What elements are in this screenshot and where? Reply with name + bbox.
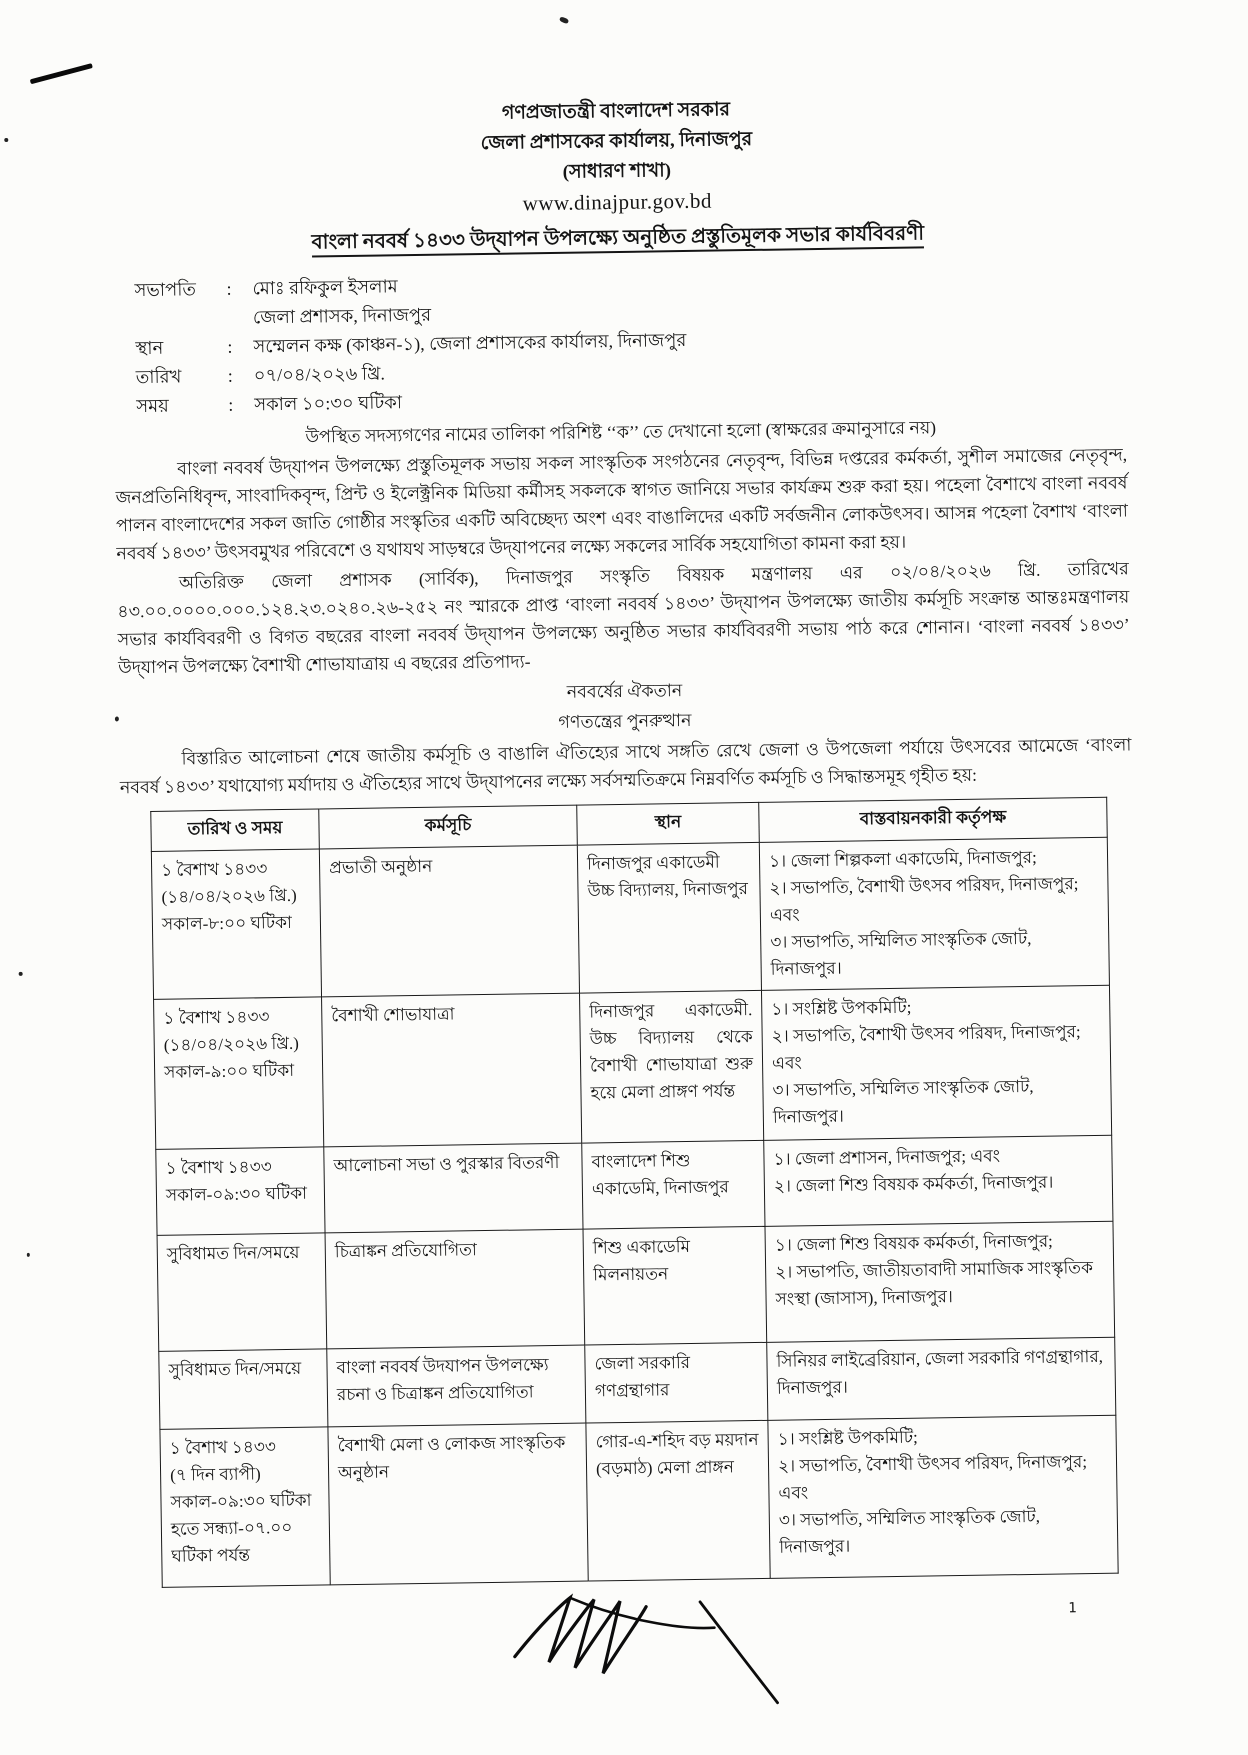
cell-datetime: ১ বৈশাখ ১৪৩৩ (৭ দিন ব্যাপী) সকাল-০৯:৩০ ঘটিকা হতে সন্ধ্যা-০৭.০০ ঘটিকা পর্যন্ত [160, 1427, 330, 1587]
meta-separator: : [227, 336, 233, 357]
table-row [160, 1415, 1118, 1587]
paragraph-decision: বিস্তারিত আলোচনা শেষে জাতীয় কর্মসূচি ও বাঙালি ঐতিহ্যের সাথে সঙ্গতি রেখে জেলা ও উপজেলা পর্যায়ে উৎসবের আমেজে ‘বাংলা নববর্ষ ১৪৩৩’ যথাযোগ্য মর্যাদায় ও ঐতিহ্যের সাথে উদ্‌যাপনের লক্ষ্যে সর্বসম্মতিক্রমে নিম্নবর্ণিত কর্মসূচি ও সিদ্ধান্তসমূহ গৃহীত হয়: [119, 734, 1132, 798]
col-header-program: কর্মসূচি [319, 805, 578, 849]
ink-speck [19, 972, 23, 976]
cell-program: বৈশাখী মেলা ও লোকজ সাংস্কৃতিক অনুষ্ঠান [328, 1423, 588, 1585]
theme-line-2: গণতন্ত্রের পুনরুত্থান [558, 709, 692, 732]
cell-datetime: ১ বৈশাখ ১৪৩৩ (১৪/০৪/২০২৬ খ্রি.) সকাল-৮:০০ ঘটিকা [151, 849, 321, 999]
meta-value: সকাল ১০:৩০ ঘটিকা [254, 392, 403, 415]
cell-authority: ১। সংশ্লিষ্ট উপকমিটি; ২। সভাপতি, বৈশাখী উৎসব পরিষদ, দিনাজপুর; এবং ৩। সভাপতি, সম্মিলিত সাংস্কৃতিক জোট, দিনাজপুর। [768, 1415, 1118, 1578]
table-row [157, 1221, 1115, 1351]
meta-separator: : [226, 278, 232, 299]
document-body [110, 89, 1144, 1588]
attendance-note: উপস্থিত সদস্যগণের নামের তালিকা পরিশিষ্ট ‘‘ক’’ তে দেখানো হলো (স্বাক্ষরের ক্রমানুসারে নয়) [305, 417, 937, 447]
cell-authority: ১। জেলা শিশু বিষয়ক কর্মকর্তা, দিনাজপুর; ২। সভাপতি, জাতীয়তাবাদী সামাজিক সাংস্কৃতিক সংস্থা (জাসাস), দিনাজপুর। [765, 1221, 1115, 1342]
page-number: 1 [1068, 1600, 1077, 1617]
cell-datetime: সুবিধামত দিন/সময়ে [159, 1349, 328, 1429]
meta-label: সভাপতি [134, 279, 197, 301]
meta-separator: : [228, 394, 234, 415]
paragraph-welcome: বাংলা নববর্ষ উদ্‌যাপন উপলক্ষ্যে প্রস্তুতিমূলক সভায় সকল সাংস্কৃতিক সংগঠনের নেতৃবৃন্দ, বিভিন্ন দপ্তরের কর্মকর্তা, সুশীল সমাজের নেতৃবৃন্দ, জনপ্রতিনিধিবৃন্দ, সাংবাদিকবৃন্দ, প্রিন্ট ও ইলেক্ট্রনিক মিডিয়া কর্মীসহ সকলকে স্বাগত জানিয়ে সভার কার্যক্রম শুরু করা হয়। পহেলা বৈশাখে বাংলা নববর্ষ পালন বাংলাদেশের সকল জাতি গোষ্ঠীর সংস্কৃতির একটি অবিচ্ছেদ্য অংশ এবং বাঙালিদের একটি সর্বজনীন লোকউৎসব। আসন্ন পহেলা বৈশাখ ‘বাংলা নববর্ষ ১৪৩৩’ উৎসবমুখর পরিবেশে ও যথাযথ সাড়ম্বরে উদ্‌যাপনের লক্ষ্যে সকলের সার্বিক সহযোগিতা কামনা করা হয়। [115, 444, 1129, 564]
paragraph-reference: অতিরিক্ত জেলা প্রশাসক (সার্বিক), দিনাজপুর সংস্কৃতি বিষয়ক মন্ত্রণালয় এর ০২/০৪/২০২৬ খ্রি. তারিখের ৪৩.০০.০০০০.০০০.১২৪.২৩.০২৪০.২৬-২৫২ নং স্মারকে প্রাপ্ত ‘বাংলা নববর্ষ ১৪৩৩’ উদ্‌যাপন উপলক্ষ্যে জাতীয় কর্মসূচি সংক্রান্ত আন্তঃমন্ত্রণালয় সভার কার্যবিবরণী ও বিগত বছরের বাংলা নববর্ষ উদ্‌যাপন উপলক্ষ্যে অনুষ্ঠিত সভার কার্যবিবরণী সভায় পাঠ করে শোনান। ‘বাংলা নববর্ষ ১৪৩৩’ উদ্‌যাপন উপলক্ষ্যে বৈশাখী শোভাযাত্রায় এ বছরের প্রতিপাদ্য- [117, 558, 1130, 678]
meta-label: তারিখ [135, 366, 182, 388]
signature-scribble [500, 1586, 802, 1710]
program-schedule-table [150, 797, 1118, 1588]
cell-venue: শিশু একাডেমি মিলনায়তন [583, 1226, 767, 1345]
table-row [156, 1135, 1113, 1235]
cell-authority: সিনিয়র লাইব্রেরিয়ান, জেলা সরকারি গণগ্রন্থাগার, দিনাজপুর। [767, 1337, 1116, 1420]
cell-program: বাংলা নববর্ষ উদযাপন উপলক্ষ্যে রচনা ও চিত্রাঙ্কন প্রতিযোগিতা [327, 1345, 586, 1427]
pen-stroke-artifact [30, 63, 93, 84]
meta-value: মোঃ রফিকুল ইসলাম জেলা প্রশাসক, দিনাজপুর [252, 276, 432, 328]
cell-program: আলোচনা সভা ও পুরস্কার বিতরণী [324, 1143, 583, 1233]
table-row [159, 1337, 1116, 1429]
meta-separator: : [227, 365, 233, 386]
theme-line-1: নববর্ষের ঐকতান [566, 680, 683, 702]
letterhead [110, 89, 1124, 224]
website-url: www.dinajpur.gov.bd [522, 188, 713, 216]
branch-name: (সাধারণ শাখা) [562, 160, 672, 183]
cell-datetime: ১ বৈশাখ ১৪৩৩ সকাল-০৯:৩০ ঘটিকা [156, 1147, 325, 1235]
meta-label: সময় [136, 395, 169, 417]
cell-datetime: সুবিধামত দিন/সময়ে [157, 1233, 327, 1351]
cell-program: চিত্রাঙ্কন প্রতিযোগিতা [325, 1229, 585, 1349]
cell-authority: ১। জেলা শিল্পকলা একাডেমি, দিনাজপুর; ২। সভাপতি, বৈশাখী উৎসব পরিষদ, দিনাজপুর; এবং ৩। সভাপতি, সম্মিলিত সাংস্কৃতিক জোট, দিনাজপুর। [759, 837, 1109, 990]
table-row [151, 837, 1109, 999]
ink-speck [559, 16, 569, 24]
cell-venue: বাংলাদেশ শিশু একাডেমি, দিনাজপুর [582, 1140, 765, 1229]
cell-venue: দিনাজপুর একাডেমী উচ্চ বিদ্যালয়, দিনাজপুর [577, 842, 761, 993]
cell-datetime: ১ বৈশাখ ১৪৩৩ (১৪/০৪/২০২৬ খ্রি.) সকাল-৯:০০ ঘটিকা [154, 997, 324, 1149]
cell-venue: জেলা সরকারি গণগ্রন্থাগার [585, 1342, 768, 1423]
cell-venue: গোর-এ-শহিদ বড় ময়দান (বড়মাঠ) মেলা প্রাঙ্গন [586, 1420, 770, 1581]
government-name: গণপ্রজাতন্ত্রী বাংলাদেশ সরকার [501, 99, 731, 124]
ink-speck [4, 138, 8, 142]
cell-program: বৈশাখী শোভাযাত্রা [322, 993, 582, 1147]
office-name: জেলা প্রশাসকের কার্যালয়, দিনাজপুর [480, 128, 753, 154]
cell-venue: দিনাজপুর একাডেমী. উচ্চ বিদ্যালয় থেকে বৈশাখী শোভাযাত্রা শুরু হয়ে মেলা প্রাঙ্গণ পর্যন্ত [580, 990, 764, 1143]
cell-program: প্রভাতী অনুষ্ঠান [319, 845, 579, 997]
col-header-venue: স্থান [577, 802, 760, 845]
table-row [154, 985, 1112, 1149]
document-title: বাংলা নববর্ষ ১৪৩৩ উদ্‌যাপন উপলক্ষ্যে অনুষ্ঠিত প্রস্তুতিমূলক সভার কার্যবিবরণী [311, 222, 924, 257]
meta-value: সম্মেলন কক্ষ (কাঞ্চন-১), জেলা প্রশাসকের কার্যালয়, দিনাজপুর [253, 329, 687, 357]
col-header-datetime: তারিখ ও সময় [151, 809, 320, 851]
meta-label: স্থান [135, 337, 164, 359]
ink-speck [27, 1253, 30, 1257]
meeting-meta [134, 261, 1126, 421]
col-header-authority: বাস্তবায়নকারী কর্তৃপক্ষ [759, 797, 1108, 842]
cell-authority: ১। সংশ্লিষ্ট উপকমিটি; ২। সভাপতি, বৈশাখী উৎসব পরিষদ, দিনাজপুর; এবং ৩। সভাপতি, সম্মিলিত সাংস্কৃতিক জোট, দিনাজপুর। [761, 985, 1111, 1140]
meta-value: ০৭/০৪/২০২৬ খ্রি. [253, 363, 386, 386]
cell-authority: ১। জেলা প্রশাসন, দিনাজপুর; এবং ২। জেলা শিশু বিষয়ক কর্মকর্তা, দিনাজপুর। [764, 1135, 1113, 1226]
